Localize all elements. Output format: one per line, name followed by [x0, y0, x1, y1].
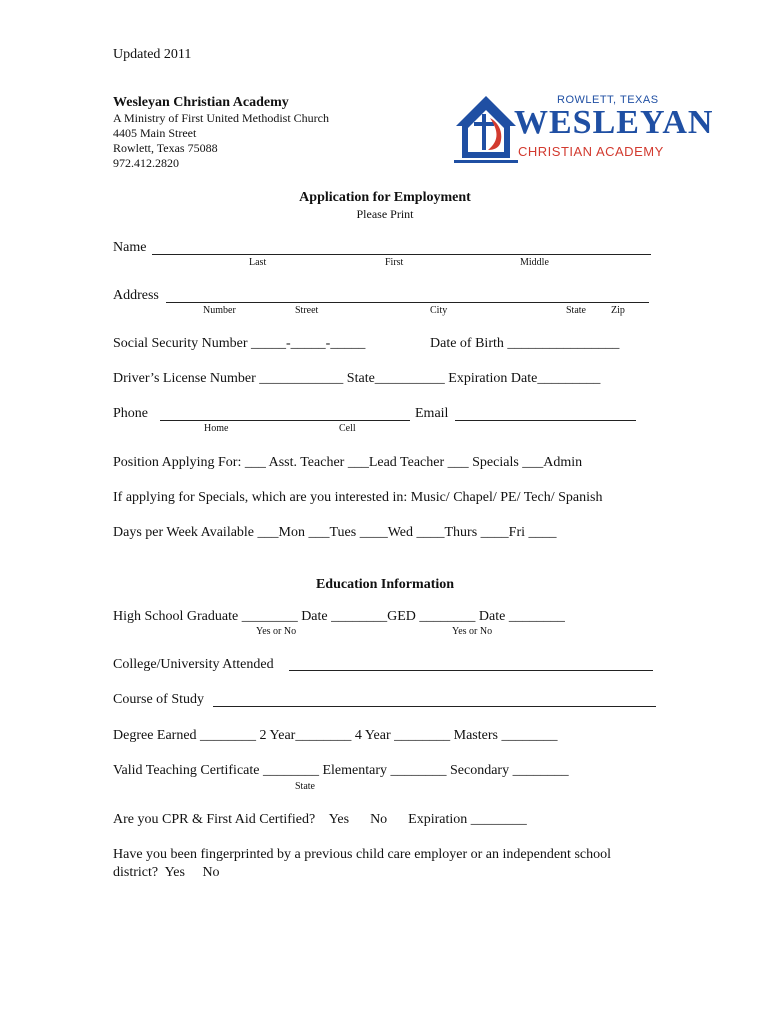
logo-sub-text: CHRISTIAN ACADEMY	[518, 144, 664, 159]
email-label: Email	[415, 406, 449, 421]
certificate-row[interactable]: Valid Teaching Certificate ________ Elementary ________ Secondary ________	[113, 763, 569, 778]
ministry-line: A Ministry of First United Methodist Church	[113, 111, 329, 125]
address-hint-city: City	[430, 305, 448, 316]
days-row[interactable]: Days per Week Available ___Mon ___Tues ____Wed ____Thurs ____Fri ____	[113, 525, 557, 540]
college-field[interactable]	[289, 670, 653, 671]
city-state-zip: Rowlett, Texas 75088	[113, 141, 218, 155]
address-hint-state: State	[566, 305, 586, 316]
position-row[interactable]: Position Applying For: ___ Asst. Teacher ___Lead Teacher ___ Specials ___Admin	[113, 455, 583, 470]
cert-state-hint: State	[295, 781, 315, 792]
hs-yes-no-hint: Yes or No	[256, 626, 297, 637]
phone-hint-cell: Cell	[339, 423, 356, 434]
name-hint-middle: Middle	[520, 257, 549, 268]
logo-main-text: WESLEYAN	[514, 104, 714, 141]
address-hint-number: Number	[203, 305, 236, 316]
school-logo	[454, 92, 714, 166]
education-heading: Education Information	[315, 577, 455, 592]
form-title: Application for Employment	[299, 190, 471, 205]
ssn-field[interactable]: Social Security Number _____-_____-_____	[113, 336, 366, 351]
name-label: Name	[113, 240, 147, 255]
fingerprint-question-line2[interactable]: district? Yes No	[113, 865, 220, 880]
phone-field[interactable]	[160, 420, 410, 421]
fingerprint-question-line1: Have you been fingerprinted by a previous child care employer or an independent school	[113, 847, 611, 862]
specials-row: If applying for Specials, which are you interested in: Music/ Chapel/ PE/ Tech/ Spanish	[113, 490, 603, 505]
updated-note: Updated 2011	[113, 47, 192, 62]
org-phone: 972.412.2820	[113, 156, 179, 170]
address-label: Address	[113, 288, 159, 303]
address-field[interactable]	[166, 302, 649, 303]
high-school-row[interactable]: High School Graduate ________ Date ________GED ________ Date ________	[113, 609, 565, 624]
email-field[interactable]	[455, 420, 636, 421]
address-hint-zip: Zip	[611, 305, 625, 316]
logo-top-text: ROWLETT, TEXAS	[557, 94, 659, 106]
license-row[interactable]: Driver’s License Number ____________ State__________ Expiration Date_________	[113, 371, 601, 386]
course-label: Course of Study	[113, 692, 204, 707]
dob-field[interactable]: Date of Birth ________________	[430, 336, 620, 351]
college-label: College/University Attended	[113, 657, 274, 672]
ged-yes-no-hint: Yes or No	[452, 626, 493, 637]
name-field[interactable]	[152, 254, 651, 255]
name-hint-last: Last	[249, 257, 267, 268]
phone-hint-home: Home	[204, 423, 229, 434]
phone-label: Phone	[113, 406, 148, 421]
course-field[interactable]	[213, 706, 656, 707]
cpr-row[interactable]: Are you CPR & First Aid Certified? Yes No Expiration ________	[113, 812, 527, 827]
degree-row[interactable]: Degree Earned ________ 2 Year________ 4 Year ________ Masters ________	[113, 728, 558, 743]
name-hint-first: First	[385, 257, 404, 268]
org-name: Wesleyan Christian Academy	[113, 95, 289, 110]
address-hint-street: Street	[295, 305, 319, 316]
form-subtitle: Please Print	[356, 207, 414, 221]
street-address: 4405 Main Street	[113, 126, 197, 140]
